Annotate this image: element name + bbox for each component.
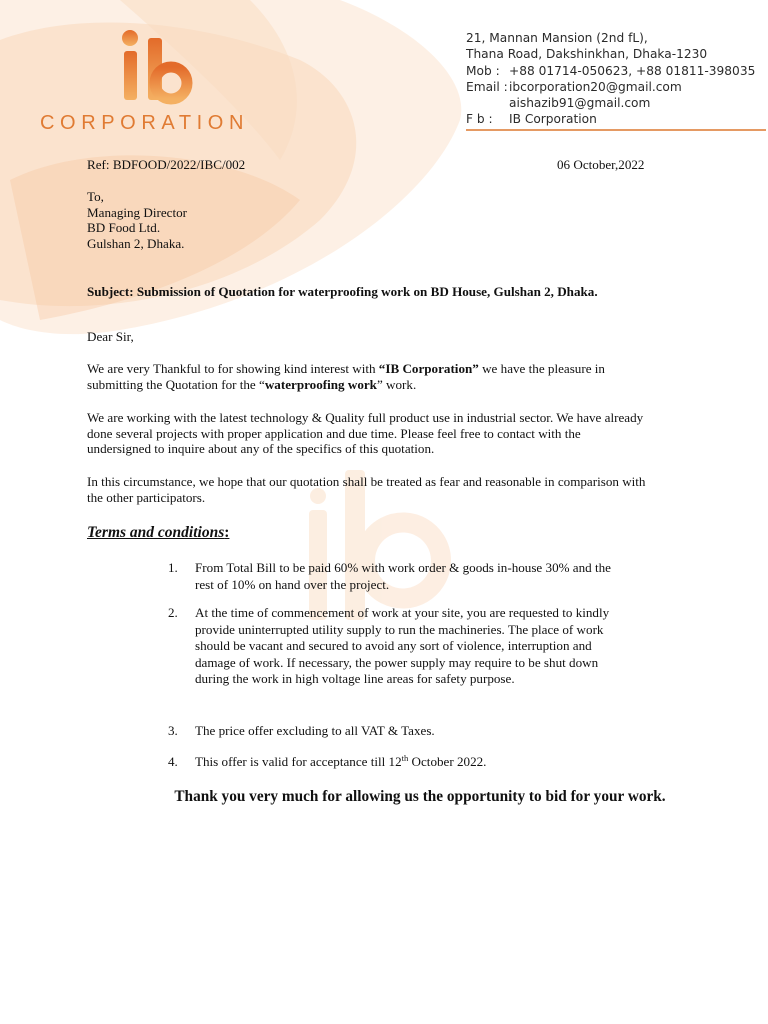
mobile-row (466, 63, 756, 79)
letter-subject: Subject: Submission of Quotation for waterproofing work on BD House, Gulshan 2, Dhaka. (87, 284, 598, 299)
email-value-1: ibcorporation20@gmail.com (509, 79, 682, 94)
terms-heading (87, 524, 229, 542)
company-name-emphasis: “IB Corporation” (378, 361, 479, 376)
salutation: Dear Sir, (87, 329, 134, 344)
term-4-text-a: This offer is valid for acceptance till 12 (195, 754, 402, 769)
term-item (168, 560, 628, 593)
para1-part-a: We are very Thankful to for showing kind interest with (87, 361, 379, 376)
term-item (168, 605, 628, 688)
ordinal-suffix: th (401, 753, 409, 763)
header-divider (466, 129, 766, 131)
paragraph-intro (87, 361, 647, 392)
facebook-label: F b : (466, 112, 493, 127)
paragraph-experience: We are working with the latest technology & Quality full product use in industrial sector. We have already done several projects with proper application and due time. Please feel free to contact with the undersigned to inquire about any of the specifics of this quotation. (87, 410, 644, 457)
contact-block (466, 30, 756, 128)
para1-part-e: ” work. (376, 376, 417, 392)
term-item (168, 754, 628, 771)
address-line-1: 21, Mannan Mansion (2nd fL), (466, 31, 648, 45)
work-type-emphasis: waterproofing work (264, 376, 377, 392)
term-text: From Total Bill to be paid 60% with work order & goods in-house 30% and the rest of 10% on hand over the project. (195, 560, 611, 592)
recipient-address (87, 189, 187, 252)
term-text (195, 754, 628, 771)
email-row (466, 79, 756, 95)
recipient-location: Gulshan 2, Dhaka. (87, 236, 185, 252)
facebook-row (466, 111, 756, 127)
term-text: The price offer excluding to all VAT & Taxes. (195, 723, 435, 738)
term-number: 2. (168, 605, 178, 620)
email-value-2: aishazib91@gmail.com (509, 96, 651, 111)
logo-wordmark: CORPORATION (40, 112, 250, 134)
term-number: 4. (168, 754, 178, 769)
facebook-value: IB Corporation (509, 112, 597, 127)
closing-statement: Thank you very much for allowing us the opportunity to bid for your work. (174, 788, 666, 805)
recipient-company: BD Food Ltd. (87, 220, 161, 236)
recipient-title: Managing Director (87, 204, 187, 220)
term-number: 3. (168, 723, 178, 738)
paragraph-circumstance: In this circumstance, we hope that our quotation shall be treated as fear and reasonable in comparison with the other participators. (87, 474, 646, 505)
mobile-value: +88 01714-050623, +88 01811-398035 (509, 63, 756, 78)
reference-number: Ref: BDFOOD/2022/IBC/002 (87, 157, 246, 172)
term-item (168, 723, 628, 740)
terms-heading-colon: : (224, 524, 230, 541)
address-line-2: Thana Road, Dakshinkhan, Dhaka-1230 (466, 47, 708, 62)
terms-heading-text: Terms and conditions (87, 524, 225, 541)
mobile-label: Mob : (466, 63, 500, 78)
para1-part-c: we have the pleasure in submitting the Quotation for the “ (87, 361, 605, 392)
term-4-text-b: October 2022. (408, 754, 487, 769)
recipient-to: To, (87, 189, 104, 204)
letter-date: 06 October,2022 (557, 157, 645, 172)
term-text: At the time of commencement of work at your site, you are requested to kindly provide uninterrupted utility supply to run the machineries. The place of work should be vacant and secured to avoid any sort of violence, interruption and damage of work. If necessary, the power supply may require to be shut down during the work in high voltage line areas for safety purpose. (195, 605, 610, 686)
email-label: Email : (466, 79, 508, 94)
term-number: 1. (168, 560, 178, 575)
